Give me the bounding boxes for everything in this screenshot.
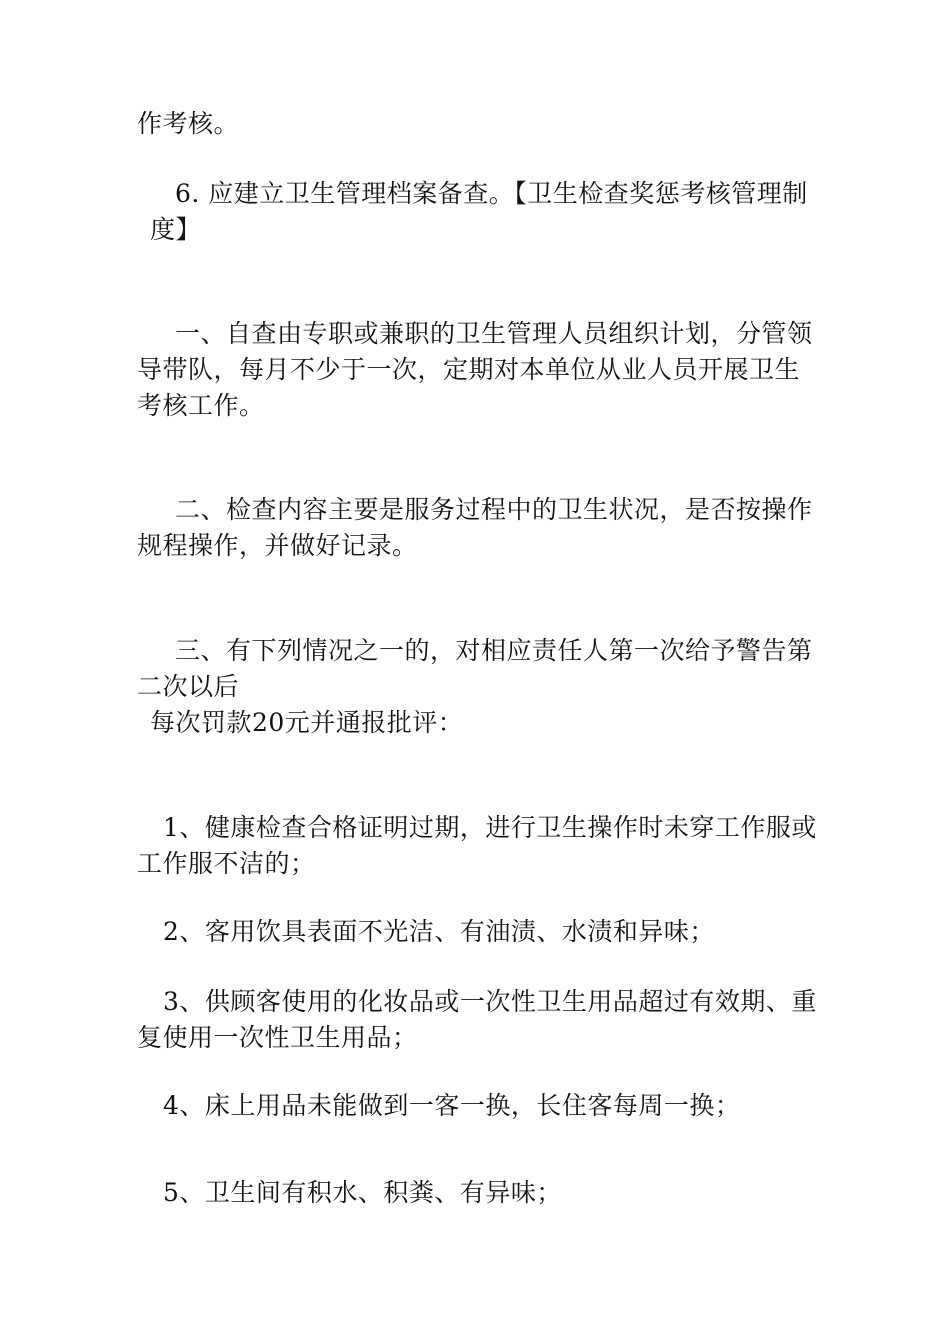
paragraph-section-2: 二、检查内容主要是服务过程中的卫生状况，是否按操作规程操作，并做好记录。 — [137, 495, 813, 560]
list-item-2: 2、客用饮具表面不光洁、有油渍、水渍和异味； — [163, 917, 715, 946]
paragraph-section-1: 一、自查由专职或兼职的卫生管理人员组织计划，分管领导带队，每月不少于一次，定期对本单位从业人员开展卫生考核工作。 — [137, 319, 813, 420]
paragraph-item-6: 6. 应建立卫生管理档案备查。【卫生检查奖惩考核管理制 — [175, 179, 808, 208]
list-item-4: 4、床上用品未能做到一客一换，长住客每周一换； — [163, 1091, 741, 1120]
paragraph-continuation: 作考核。 — [137, 109, 240, 138]
list-item-1: 1、健康检查合格证明过期，进行卫生操作时未穿工作服或工作服不洁的； — [137, 813, 817, 878]
paragraph-section-3-continuation: 每次罚款20元并通报批评： — [150, 708, 464, 737]
paragraph-section-3: 三、有下列情况之一的，对相应责任人第一次给予警告第二次以后 — [137, 636, 813, 701]
list-item-3: 3、供顾客使用的化妆品或一次性卫生用品超过有效期、重复使用一次性卫生用品； — [137, 987, 817, 1052]
paragraph-item-6-continuation: 度】 — [150, 215, 202, 244]
list-item-5: 5、卫生间有积水、积粪、有异味； — [163, 1178, 562, 1207]
